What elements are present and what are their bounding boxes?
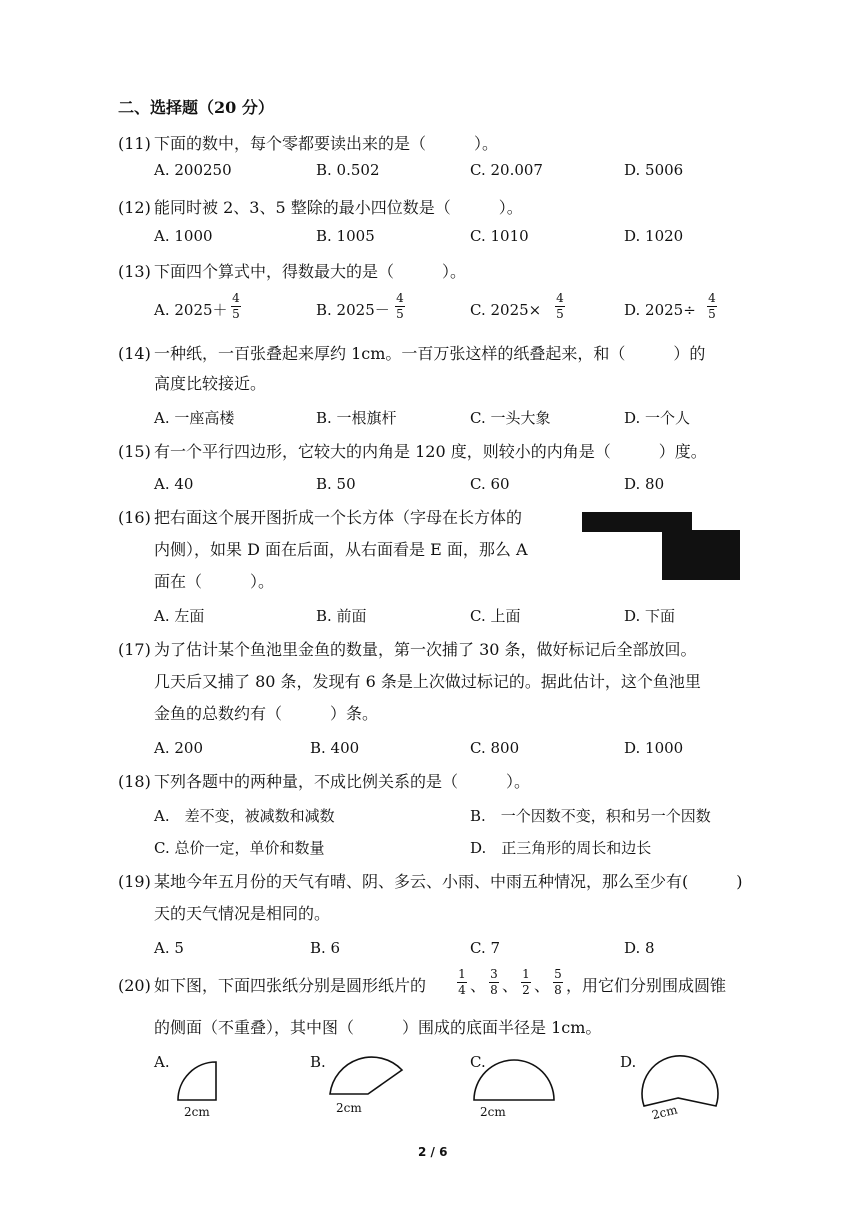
- option-d: D. 80: [624, 475, 665, 493]
- option-b: B. 1005: [316, 227, 375, 245]
- question-number: (12): [118, 198, 151, 217]
- figure-label-d: D.: [620, 1053, 637, 1071]
- question-stem: 能同时被 2、3、5 整除的最小四位数是（ ）。: [154, 198, 523, 217]
- question-stem-line2: 内侧），如果 D 面在后面，从右面看是 E 面，那么 A: [154, 540, 528, 559]
- question-stem-line1: 一种纸，一百张叠起来厚约 1cm。一百万张这样的纸叠起来，和（ ）的: [154, 344, 706, 363]
- section-title: 二、选择题（20 分）: [118, 98, 274, 117]
- sector-figure-c: [466, 1050, 566, 1120]
- fraction: 5 8: [554, 967, 562, 997]
- option-c: C. 1010: [470, 227, 529, 245]
- question-stem-line2: 高度比较接近。: [154, 374, 267, 393]
- question-number: (11): [118, 134, 151, 153]
- option-a: A. 5: [154, 939, 184, 957]
- separator: 、: [502, 976, 519, 995]
- option-d: D. 8: [624, 939, 655, 957]
- question-stem-line2: 的侧面（不重叠），其中图（ ）围成的底面半径是 1cm。: [154, 1018, 602, 1037]
- fraction: 4 5: [232, 291, 240, 321]
- option-b: B. 一根旗杆: [316, 409, 397, 427]
- question-stem: 下面四个算式中，得数最大的是（ ）。: [154, 262, 467, 281]
- sector-figure-b: [320, 1050, 420, 1120]
- redacted-net-figure: [582, 512, 692, 532]
- question-number: (15): [118, 442, 151, 461]
- option-a: A. 左面: [154, 607, 205, 625]
- question-stem-line3: 面在（ ）。: [154, 572, 275, 591]
- figure-label-b: B.: [310, 1053, 326, 1071]
- option-a: A. 200: [154, 739, 203, 757]
- figure-label-a: A.: [154, 1053, 170, 1071]
- question-number: (19): [118, 872, 151, 891]
- option-d: D. 一个人: [624, 409, 691, 427]
- fraction: 4 5: [396, 291, 404, 321]
- sector-figure-d: [636, 1050, 736, 1126]
- option-c: C. 800: [470, 739, 520, 757]
- fraction: 4 5: [708, 291, 716, 321]
- option-a: A. 1000: [154, 227, 213, 245]
- option-b: B. 2025－: [316, 301, 390, 319]
- option-a: A. 40: [154, 475, 194, 493]
- option-a: A. 一座高楼: [154, 409, 235, 427]
- option-a: A. 200250: [154, 161, 232, 179]
- option-d: D. 2025÷: [624, 301, 696, 319]
- question-stem-line3: 金鱼的总数约有（ ）条。: [154, 704, 379, 723]
- option-c: C. 60: [470, 475, 510, 493]
- question-stem-line1b: ，用它们分别围成圆锥: [566, 976, 727, 995]
- option-d: D. 1020: [624, 227, 684, 245]
- question-stem-line1a: 如下图，下面四张纸分别是圆形纸片的: [154, 976, 427, 995]
- option-d: D. 正三角形的周长和边长: [470, 839, 652, 857]
- fraction: 1 4: [458, 967, 466, 997]
- redacted-net-figure: [662, 530, 740, 580]
- figure-label-c: C.: [470, 1053, 486, 1071]
- svg-text:2cm: 2cm: [336, 1101, 362, 1115]
- question-stem: 下面的数中，每个零都要读出来的是（ ）。: [154, 134, 499, 153]
- question-stem-line2: 几天后又捕了 80 条，发现有 6 条是上次做过标记的。据此估计，这个鱼池里: [154, 672, 701, 691]
- svg-text:2cm: 2cm: [184, 1105, 210, 1119]
- question-stem-line1: 某地今年五月份的天气有晴、阴、多云、小雨、中雨五种情况，那么至少有( ): [154, 872, 743, 891]
- fraction: 3 8: [490, 967, 498, 997]
- option-d: D. 5006: [624, 161, 684, 179]
- question-stem: 有一个平行四边形，它较大的内角是 120 度，则较小的内角是（ ）度。: [154, 442, 707, 461]
- question-stem: 下列各题中的两种量，不成比例关系的是（ ）。: [154, 772, 531, 791]
- question-number: (18): [118, 772, 151, 791]
- question-stem-line1: 把右面这个展开图折成一个长方体（字母在长方体的: [154, 508, 523, 527]
- option-c: C. 总价一定，单价和数量: [154, 839, 325, 857]
- page-number: 2 / 6: [418, 1145, 448, 1159]
- option-b: B. 6: [310, 939, 341, 957]
- question-number: (20): [118, 976, 151, 995]
- option-a: A. 差不变，被减数和减数: [154, 807, 335, 825]
- option-b: B. 400: [310, 739, 360, 757]
- option-c: C. 上面: [470, 607, 521, 625]
- option-c: C. 7: [470, 939, 501, 957]
- option-d: D. 下面: [624, 607, 676, 625]
- question-number: (17): [118, 640, 151, 659]
- option-a: A. 2025＋: [154, 301, 228, 319]
- option-c: C. 2025×: [470, 301, 542, 319]
- fraction: 4 5: [556, 291, 564, 321]
- option-b: B. 50: [316, 475, 356, 493]
- question-stem-line1: 为了估计某个鱼池里金鱼的数量，第一次捕了 30 条，做好标记后全部放回。: [154, 640, 697, 659]
- svg-text:2cm: 2cm: [650, 1102, 679, 1123]
- fraction: 1 2: [522, 967, 530, 997]
- option-c: C. 一头大象: [470, 409, 551, 427]
- svg-text:2cm: 2cm: [480, 1105, 506, 1119]
- question-number: (13): [118, 262, 151, 281]
- sector-figure-a: [168, 1050, 248, 1120]
- option-b: B. 0.502: [316, 161, 380, 179]
- option-d: D. 1000: [624, 739, 684, 757]
- option-b: B. 一个因数不变，积和另一个因数: [470, 807, 711, 825]
- option-c: C. 20.007: [470, 161, 543, 179]
- question-stem-line2: 天的天气情况是相同的。: [154, 904, 331, 923]
- separator: 、: [534, 976, 551, 995]
- option-b: B. 前面: [316, 607, 367, 625]
- question-number: (14): [118, 344, 151, 363]
- question-number: (16): [118, 508, 151, 527]
- separator: 、: [470, 976, 487, 995]
